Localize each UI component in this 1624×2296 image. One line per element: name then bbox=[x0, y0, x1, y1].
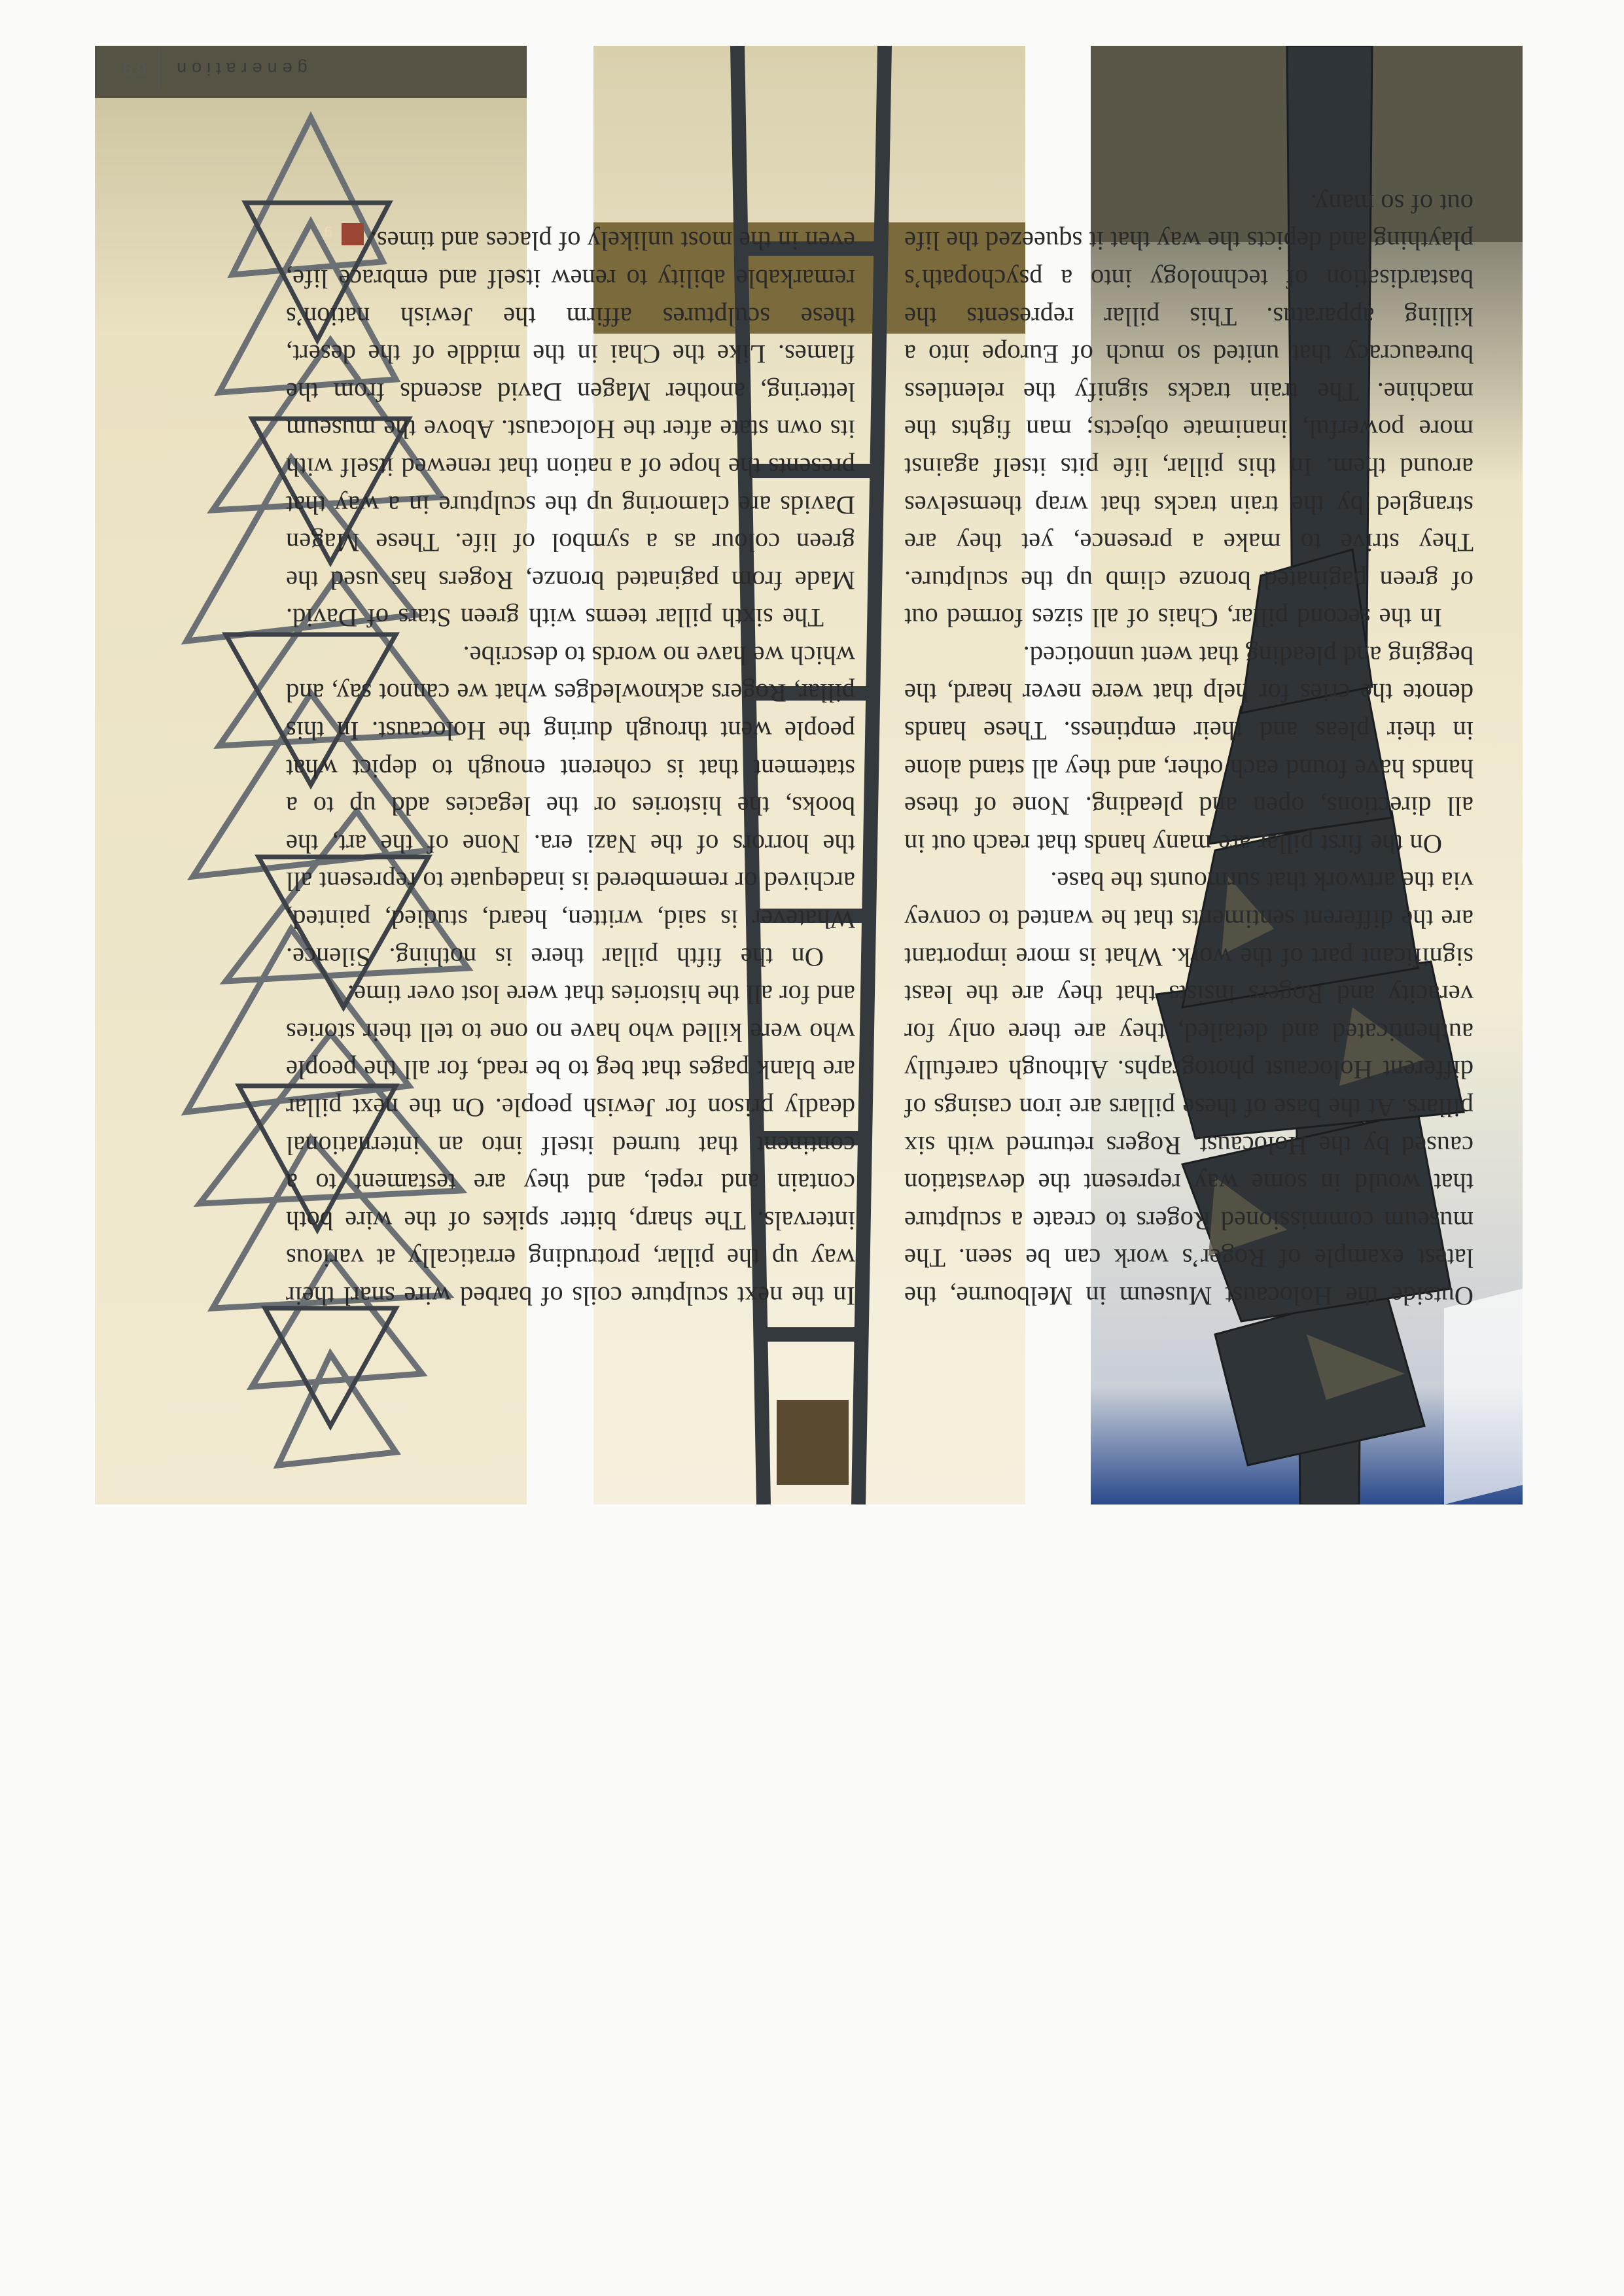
body-paragraph-text: The sixth pillar teems with green Stars of David. Made from paginated bronze, Rogers has used the green colour as a symbol of life. These Magen Davids are clamoring up the sculpture in a way that presents the hope of a nation that renewed itself with its own state after the Holocaust. Above the museum lettering, another Magen David ascends from the flames. Like the Chai in the middle of the desert, these sculptures affirm the Jewish nation’s remarkable ability to renew itself and embrace life, even in the most unlikely of places and times. bbox=[286, 226, 855, 633]
body-paragraph: In the second pillar, Chais of all sizes formed out of green paginated bronze climb up the sculpture. They strive to make a presence, yet they are strangled by the train tracks that wrap themselves around them. In this pillar, life pits itself against more powerful, inanimate objects; man fights the machine. The train tracks signify the relentless bureaucracy that united so much of Europe into a killing apparatus. This pillar represents the bastardisation of technology into a psychopath’s plaything and depicts the way that it squeezed the life out of so many. bbox=[904, 188, 1474, 633]
running-footer bbox=[119, 46, 381, 92]
page-number: 69 bbox=[119, 59, 147, 79]
body-paragraph-final bbox=[286, 222, 855, 637]
body-paragraph: In the next sculpture coils of barbed wire snarl their way up the pillar, protruding erratically at various intervals. The sharp, bitter spikes of the wire both contain and repel, and they are testament to a continent that turned itself into an international deadly prison for Jewish people. On the next pillar are blank pages that beg to be read, for all the people who were killed who have no one to tell their stories and for all the histories that were lost over time. bbox=[286, 980, 855, 1311]
body-paragraph: On the fifth pillar there is nothing. Silence. Whatever is said, written, heard, studied, painted, archived or remembered is inadequate to represent all the horrors of the Nazi era. None of the art, the books, the histories or the legacies add up to a statement that is coherent enough to depict what people went through during the Holocaust. In this pillar, Rogers acknowledges what we cannot say, and which we have no words to describe. bbox=[286, 640, 855, 972]
end-of-article-icon: g bbox=[342, 223, 364, 245]
body-paragraph: On the first pillar are many hands that reach out in all directions, open and pleading. None of these hands have found each other, and they all stand alone in their pleas and their emptiness. These hands denote the cries for help that were never heard, the begging and pleading that went unnoticed. bbox=[904, 640, 1474, 859]
text-column-left bbox=[904, 184, 1474, 1315]
footer-divider bbox=[158, 48, 160, 89]
magazine-name: generation bbox=[171, 59, 308, 79]
body-paragraph: Outside the Holocaust Museum in Melbourne, the latest example of Roger’s work can be seen. The museum commissioned Rogers to create a sculpture that would in some way represent the devastation caused by the Holocaust. Rogers returned with six pillars. At the base of these pillars are iron casings of different Holocaust photographs. Although carefully authenticated and detailed, they are there only for veracity and Rogers insists that they are the least significant part of the work. What is more important are the different sentiments that he wanted to convey via the artwork that surmounts the base. bbox=[904, 867, 1474, 1311]
text-column-right bbox=[286, 222, 855, 1315]
